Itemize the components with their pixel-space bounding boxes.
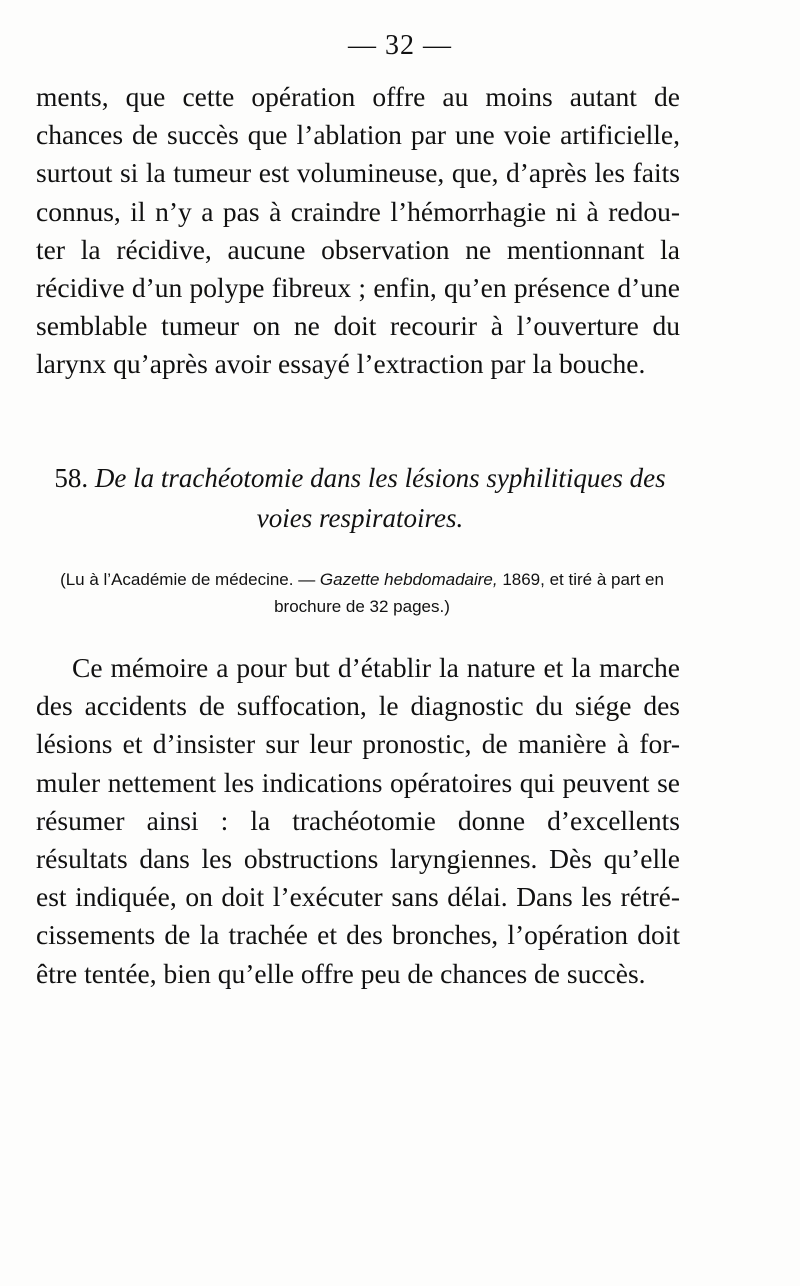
paragraph-continuation: ments, que cette opération offre au moins autant de chances de succès que l’ablation par une voie artificielle, surtout si la tumeur est volumineuse, que, d’après les faits connus, il n’y a pas à craindre l’hémorrhagie ni à redou-ter la récidive, aucune observation ne mentionnant la récidive d’un polype fibreux ; enfin, qu’en présence d’une semblable tumeur on ne doit recourir à l’ouverture du larynx qu’après avoir essayé l’extraction par la bouche. (36, 81, 680, 380)
section-title: De la trachéotomie dans les lésions syphilitiques des voies respiratoires. (94, 463, 666, 533)
source-note-suffix: 1869, et tiré à part en brochure de 32 pages.) (274, 570, 664, 616)
section-heading (46, 458, 674, 538)
source-note-prefix: (Lu à l’Académie de médecine. — (60, 570, 320, 589)
paragraph-summary: Ce mémoire a pour but d’établir la nature et la marche des accidents de suffocation, le diagnostic du siége des lésions et d’insister sur leur pronostic, de manière à for-muler nettement les indications opératoires qui peuvent se résumer ainsi : la trachéotomie donne d’excellents résultats dans les obstructions laryngiennes. Dès qu’elle est indiquée, on doit l’exécuter sans délai. Dans les rétré-cissements de la trachée et des bronches, l’opération doit être tentée, bien qu’elle offre peu de chances de succès. (36, 652, 680, 989)
section-number: 58. (54, 463, 89, 493)
source-note (46, 566, 678, 620)
source-note-journal: Gazette hebdomadaire, (319, 570, 498, 589)
page-number: — 32 — (348, 30, 452, 61)
